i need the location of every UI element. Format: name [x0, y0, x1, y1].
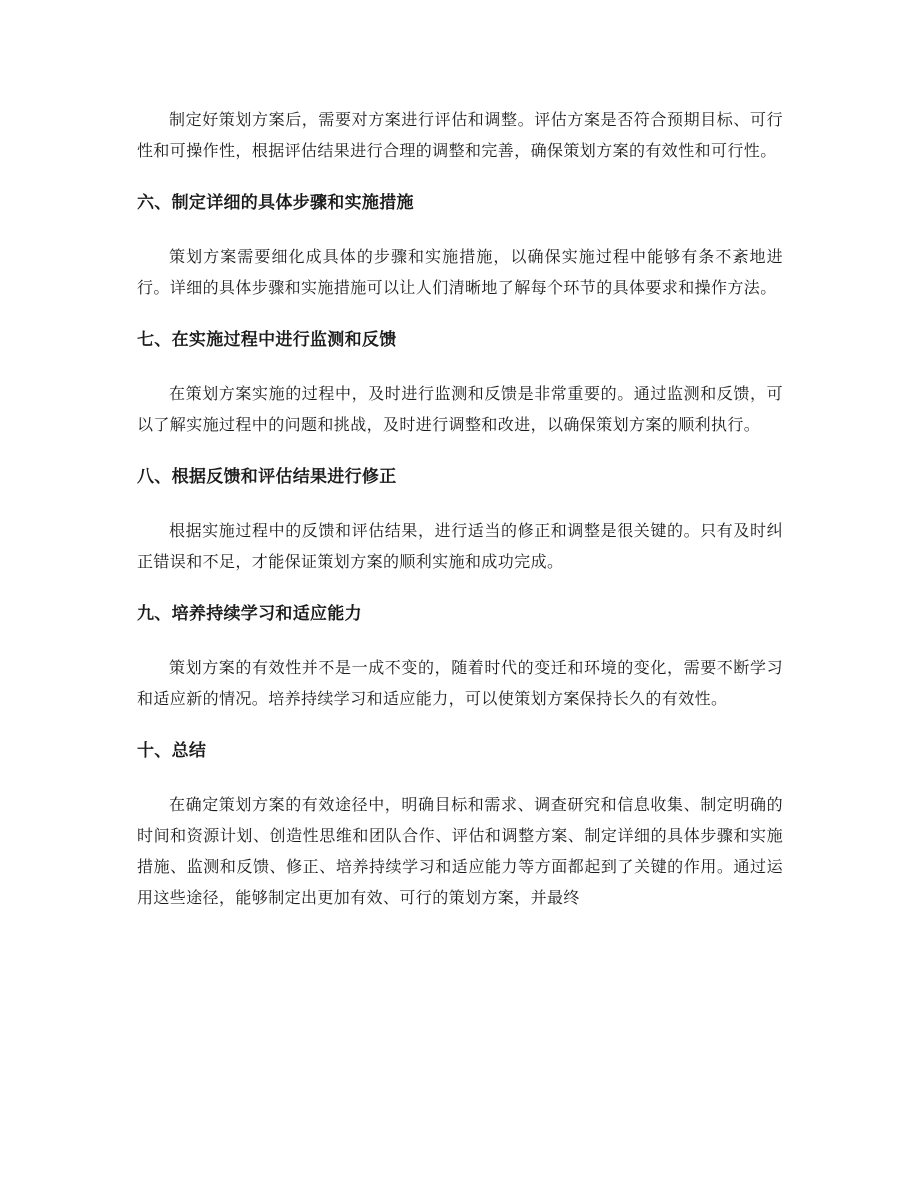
paragraph-detailed-steps: 策划方案需要细化成具体的步骤和实施措施，以确保实施过程中能够有条不紊地进行。详细的具体步骤和实施措施可以让人们清晰地了解每个环节的具体要求和操作方法。 [137, 247, 783, 297]
section-heading-6: 六、制定详细的具体步骤和实施措施 [137, 193, 414, 213]
paragraph-monitoring-feedback: 在策划方案实施的过程中，及时进行监测和反馈是非常重要的。通过监测和反馈，可以了解实施过程中的问题和挑战，及时进行调整和改进，以确保策划方案的顺利执行。 [137, 384, 783, 434]
section-heading-9: 九、培养持续学习和适应能力 [137, 604, 362, 624]
paragraph-revision: 根据实施过程中的反馈和评估结果，进行适当的修正和调整是很关键的。只有及时纠正错误和不足，才能保证策划方案的顺利实施和成功完成。 [137, 521, 783, 571]
paragraph-evaluate-adjust: 制定好策划方案后，需要对方案进行评估和调整。评估方案是否符合预期目标、可行性和可操作性，根据评估结果进行合理的调整和完善，确保策划方案的有效性和可行性。 [137, 110, 783, 160]
paragraph-summary: 在确定策划方案的有效途径中，明确目标和需求、调查研究和信息收集、制定明确的时间和资源计划、创造性思维和团队合作、评估和调整方案、制定详细的具体步骤和实施措施、监测和反馈、修正、培养持续学习和适应能力等方面都起到了关键的作用。通过运用这些途径，能够制定出更加有效、可行的策划方案，并最终 [137, 795, 783, 907]
section-heading-8: 八、根据反馈和评估结果进行修正 [137, 467, 397, 487]
paragraph-continuous-learning: 策划方案的有效性并不是一成不变的，随着时代的变迁和环境的变化，需要不断学习和适应新的情况。培养持续学习和适应能力，可以使策划方案保持长久的有效性。 [137, 658, 783, 708]
section-heading-10: 十、总结 [137, 741, 207, 761]
section-heading-7: 七、在实施过程中进行监测和反馈 [137, 330, 397, 350]
document-body [137, 104, 783, 913]
